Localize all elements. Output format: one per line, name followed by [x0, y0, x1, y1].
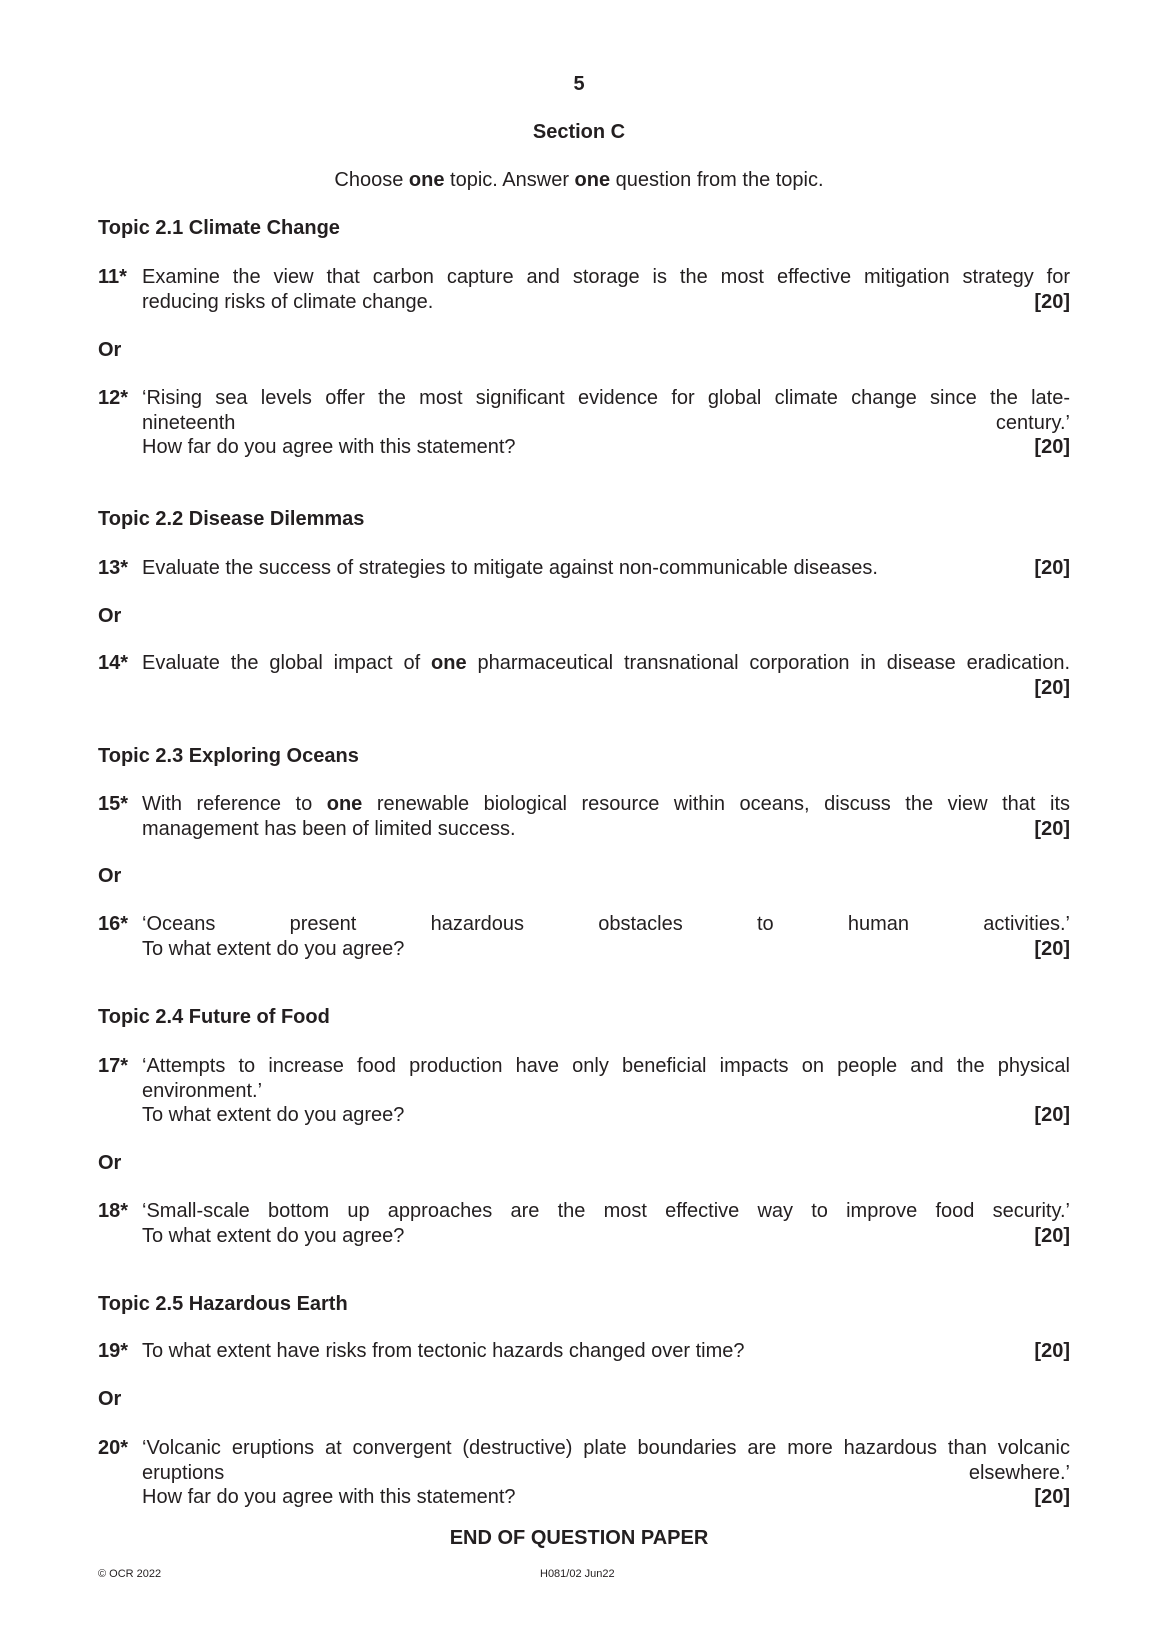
marks: [20]	[1034, 1340, 1070, 1362]
text-segment: reducing risks of climate change.	[142, 290, 434, 313]
or-label: Or	[98, 865, 122, 887]
marks: [20]	[1034, 676, 1070, 699]
footer-copyright: © OCR 2022	[98, 1568, 162, 1580]
question-number: 12*	[98, 387, 129, 409]
question-text	[142, 386, 1070, 460]
question-text	[142, 1054, 1070, 1128]
or-label: Or	[98, 1388, 122, 1410]
question-line	[142, 386, 1070, 411]
bold-text: one	[431, 652, 467, 674]
text-segment: How far do you agree with this statement?	[142, 1486, 516, 1508]
question-line	[142, 1054, 1070, 1079]
marks: [20]	[1034, 557, 1070, 579]
topic-heading: Topic 2.1 Climate Change	[98, 217, 340, 239]
text-segment: ‘Rising sea levels offer the most significant evidence for global climate change since the late-	[142, 387, 1070, 409]
topic-heading: Topic 2.3 Exploring Oceans	[98, 745, 359, 767]
text-segment: ‘Small-scale bottom up approaches are the most effective way to improve food security.’	[142, 1200, 1070, 1222]
question-line	[142, 676, 1070, 701]
section-title: Section C	[532, 121, 626, 143]
text-segment: environment.’	[142, 1079, 263, 1102]
question-text	[142, 792, 1070, 841]
marks: [20]	[1034, 1224, 1070, 1247]
question-line	[142, 1339, 1070, 1364]
text-segment: Evaluate the success of strategies to mitigate against non-communicable diseases.	[142, 557, 878, 579]
question-line	[142, 1461, 1070, 1486]
topic-heading: Topic 2.4 Future of Food	[98, 1006, 330, 1028]
or-label: Or	[98, 605, 122, 627]
end-of-paper: END OF QUESTION PAPER	[449, 1527, 709, 1549]
text-segment: ‘Volcanic eruptions at convergent (destructive) plate boundaries are more hazardous than volcanic	[142, 1437, 1070, 1459]
bold-text: one	[574, 169, 611, 191]
question-line	[142, 912, 1070, 937]
question-line	[142, 411, 1070, 436]
marks: [20]	[1034, 1104, 1070, 1126]
or-label: Or	[98, 1152, 122, 1174]
marks: [20]	[1034, 937, 1070, 960]
text-segment: nineteenth century.’	[142, 411, 1070, 434]
text-segment: How far do you agree with this statement?	[142, 436, 516, 458]
topic-heading: Topic 2.5 Hazardous Earth	[98, 1293, 348, 1315]
bold-text: one	[408, 169, 445, 191]
marks: [20]	[1034, 290, 1070, 313]
question-text	[142, 265, 1070, 314]
question-number: 15*	[98, 793, 129, 815]
question-text	[142, 912, 1070, 961]
question-text	[142, 651, 1070, 700]
question-number: 11*	[98, 266, 127, 288]
question-text	[142, 556, 1070, 581]
text-segment: question from the topic.	[610, 169, 824, 191]
question-line	[142, 792, 1070, 817]
text-segment: To what extent do you agree?	[142, 1224, 405, 1247]
question-line	[142, 1103, 1070, 1128]
question-number: 13*	[98, 557, 129, 579]
text-segment: Evaluate the global impact of	[142, 652, 432, 674]
question-number: 14*	[98, 652, 129, 674]
page-number: 5	[573, 73, 585, 95]
text-segment: pharmaceutical transnational corporation in disease eradication.	[466, 652, 1070, 674]
question-number: 18*	[98, 1200, 129, 1222]
instruction	[0, 168, 1158, 192]
text-segment: topic. Answer	[444, 169, 575, 191]
marks: [20]	[1034, 1486, 1070, 1508]
question-line	[142, 265, 1070, 290]
text-segment: management has been of limited success.	[142, 817, 516, 840]
question-number: 17*	[98, 1055, 129, 1077]
question-line	[142, 1079, 1070, 1104]
question-text	[142, 1436, 1070, 1510]
question-line	[142, 651, 1070, 676]
or-label: Or	[98, 339, 122, 361]
footer-paper-code: H081/02 Jun22	[540, 1568, 615, 1580]
marks: [20]	[1034, 817, 1070, 840]
text-segment: To what extent have risks from tectonic hazards changed over time?	[142, 1340, 745, 1362]
text-segment: eruptions elsewhere.’	[142, 1461, 1070, 1484]
question-number: 19*	[98, 1340, 129, 1362]
question-line	[142, 290, 1070, 315]
text-segment: ‘Attempts to increase food production have only beneficial impacts on people and the physical	[142, 1055, 1070, 1077]
question-line	[142, 1485, 1070, 1510]
question-number: 16*	[98, 913, 129, 935]
text-segment: To what extent do you agree?	[142, 1104, 405, 1126]
text-segment: With reference to	[142, 793, 327, 815]
text-segment: To what extent do you agree?	[142, 937, 405, 960]
question-number: 20*	[98, 1437, 129, 1459]
text-segment: Examine the view that carbon capture and storage is the most effective mitigation strategy for	[142, 266, 1070, 288]
question-text	[142, 1199, 1070, 1248]
question-line	[142, 1199, 1070, 1224]
bold-text: one	[326, 793, 363, 815]
question-line	[142, 1436, 1070, 1461]
question-line	[142, 556, 1070, 581]
question-line	[142, 435, 1070, 460]
question-line	[142, 1224, 1070, 1249]
text-segment: ‘Oceans present hazardous obstacles to human activities.’	[142, 913, 1070, 935]
question-line	[142, 937, 1070, 962]
text-segment: renewable biological resource within oceans, discuss the view that its	[362, 793, 1070, 815]
text-segment: Choose	[334, 169, 409, 191]
question-text	[142, 1339, 1070, 1364]
marks: [20]	[1034, 436, 1070, 458]
topic-heading: Topic 2.2 Disease Dilemmas	[98, 508, 365, 530]
question-line	[142, 817, 1070, 842]
